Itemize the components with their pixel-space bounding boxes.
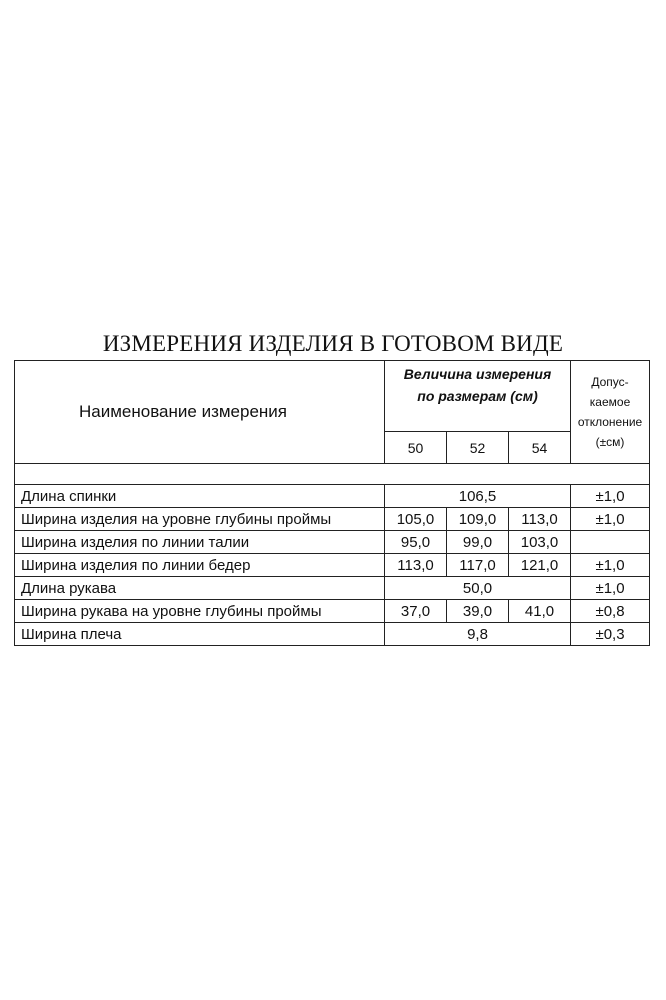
tolerance-header-line3: отклонение xyxy=(577,415,643,429)
measurement-value: 113,0 xyxy=(509,508,571,531)
table-row xyxy=(15,485,650,508)
measurement-name: Ширина плеча xyxy=(15,623,385,646)
measurement-value: 106,5 xyxy=(385,485,571,508)
table-row xyxy=(15,600,650,623)
blank-cell xyxy=(15,464,650,485)
table-row xyxy=(15,577,650,600)
measurement-value: 105,0 xyxy=(385,508,447,531)
table-row xyxy=(15,508,650,531)
measurement-value: 39,0 xyxy=(447,600,509,623)
measurement-name: Ширина рукава на уровне глубины проймы xyxy=(15,600,385,623)
measurement-value: 117,0 xyxy=(447,554,509,577)
tolerance-header-line2: каемое xyxy=(589,395,631,409)
tolerance-value: ±1,0 xyxy=(571,577,650,600)
measurement-value: 41,0 xyxy=(509,600,571,623)
tolerance-value: ±0,3 xyxy=(571,623,650,646)
size-header: 54 xyxy=(509,432,571,464)
tolerance-value xyxy=(571,531,650,554)
tolerance-header-line4: (±см) xyxy=(595,435,625,449)
measurement-name: Длина спинки xyxy=(15,485,385,508)
measurement-name: Ширина изделия по линии талии xyxy=(15,531,385,554)
tolerance-header-line1: Допус- xyxy=(591,375,629,389)
measurement-name: Ширина изделия на уровне глубины проймы xyxy=(15,508,385,531)
measurement-value: 9,8 xyxy=(385,623,571,646)
size-header: 52 xyxy=(447,432,509,464)
measurement-value: 109,0 xyxy=(447,508,509,531)
table-row xyxy=(15,531,650,554)
value-header-line1: Величина измерения xyxy=(403,366,552,382)
value-header-line2: по размерам (см) xyxy=(417,388,538,404)
measurement-value: 103,0 xyxy=(509,531,571,554)
measurement-value: 113,0 xyxy=(385,554,447,577)
column-header-value xyxy=(385,361,571,432)
table-row xyxy=(15,554,650,577)
measurement-name: Ширина изделия по линии бедер xyxy=(15,554,385,577)
measurement-value: 121,0 xyxy=(509,554,571,577)
measurement-name: Длина рукава xyxy=(15,577,385,600)
table-title: ИЗМЕРЕНИЯ ИЗДЕЛИЯ В ГОТОВОМ ВИДЕ xyxy=(102,331,564,356)
column-header-name: Наименование измерения xyxy=(15,361,385,464)
tolerance-value: ±1,0 xyxy=(571,485,650,508)
tolerance-value: ±0,8 xyxy=(571,600,650,623)
measurements-table xyxy=(14,360,650,646)
measurement-value: 99,0 xyxy=(447,531,509,554)
measurement-value: 37,0 xyxy=(385,600,447,623)
column-header-tolerance xyxy=(571,361,650,464)
table-row xyxy=(15,623,650,646)
blank-row xyxy=(15,464,650,485)
size-header: 50 xyxy=(385,432,447,464)
tolerance-value: ±1,0 xyxy=(571,508,650,531)
measurement-value: 50,0 xyxy=(385,577,571,600)
measurement-value: 95,0 xyxy=(385,531,447,554)
tolerance-value: ±1,0 xyxy=(571,554,650,577)
